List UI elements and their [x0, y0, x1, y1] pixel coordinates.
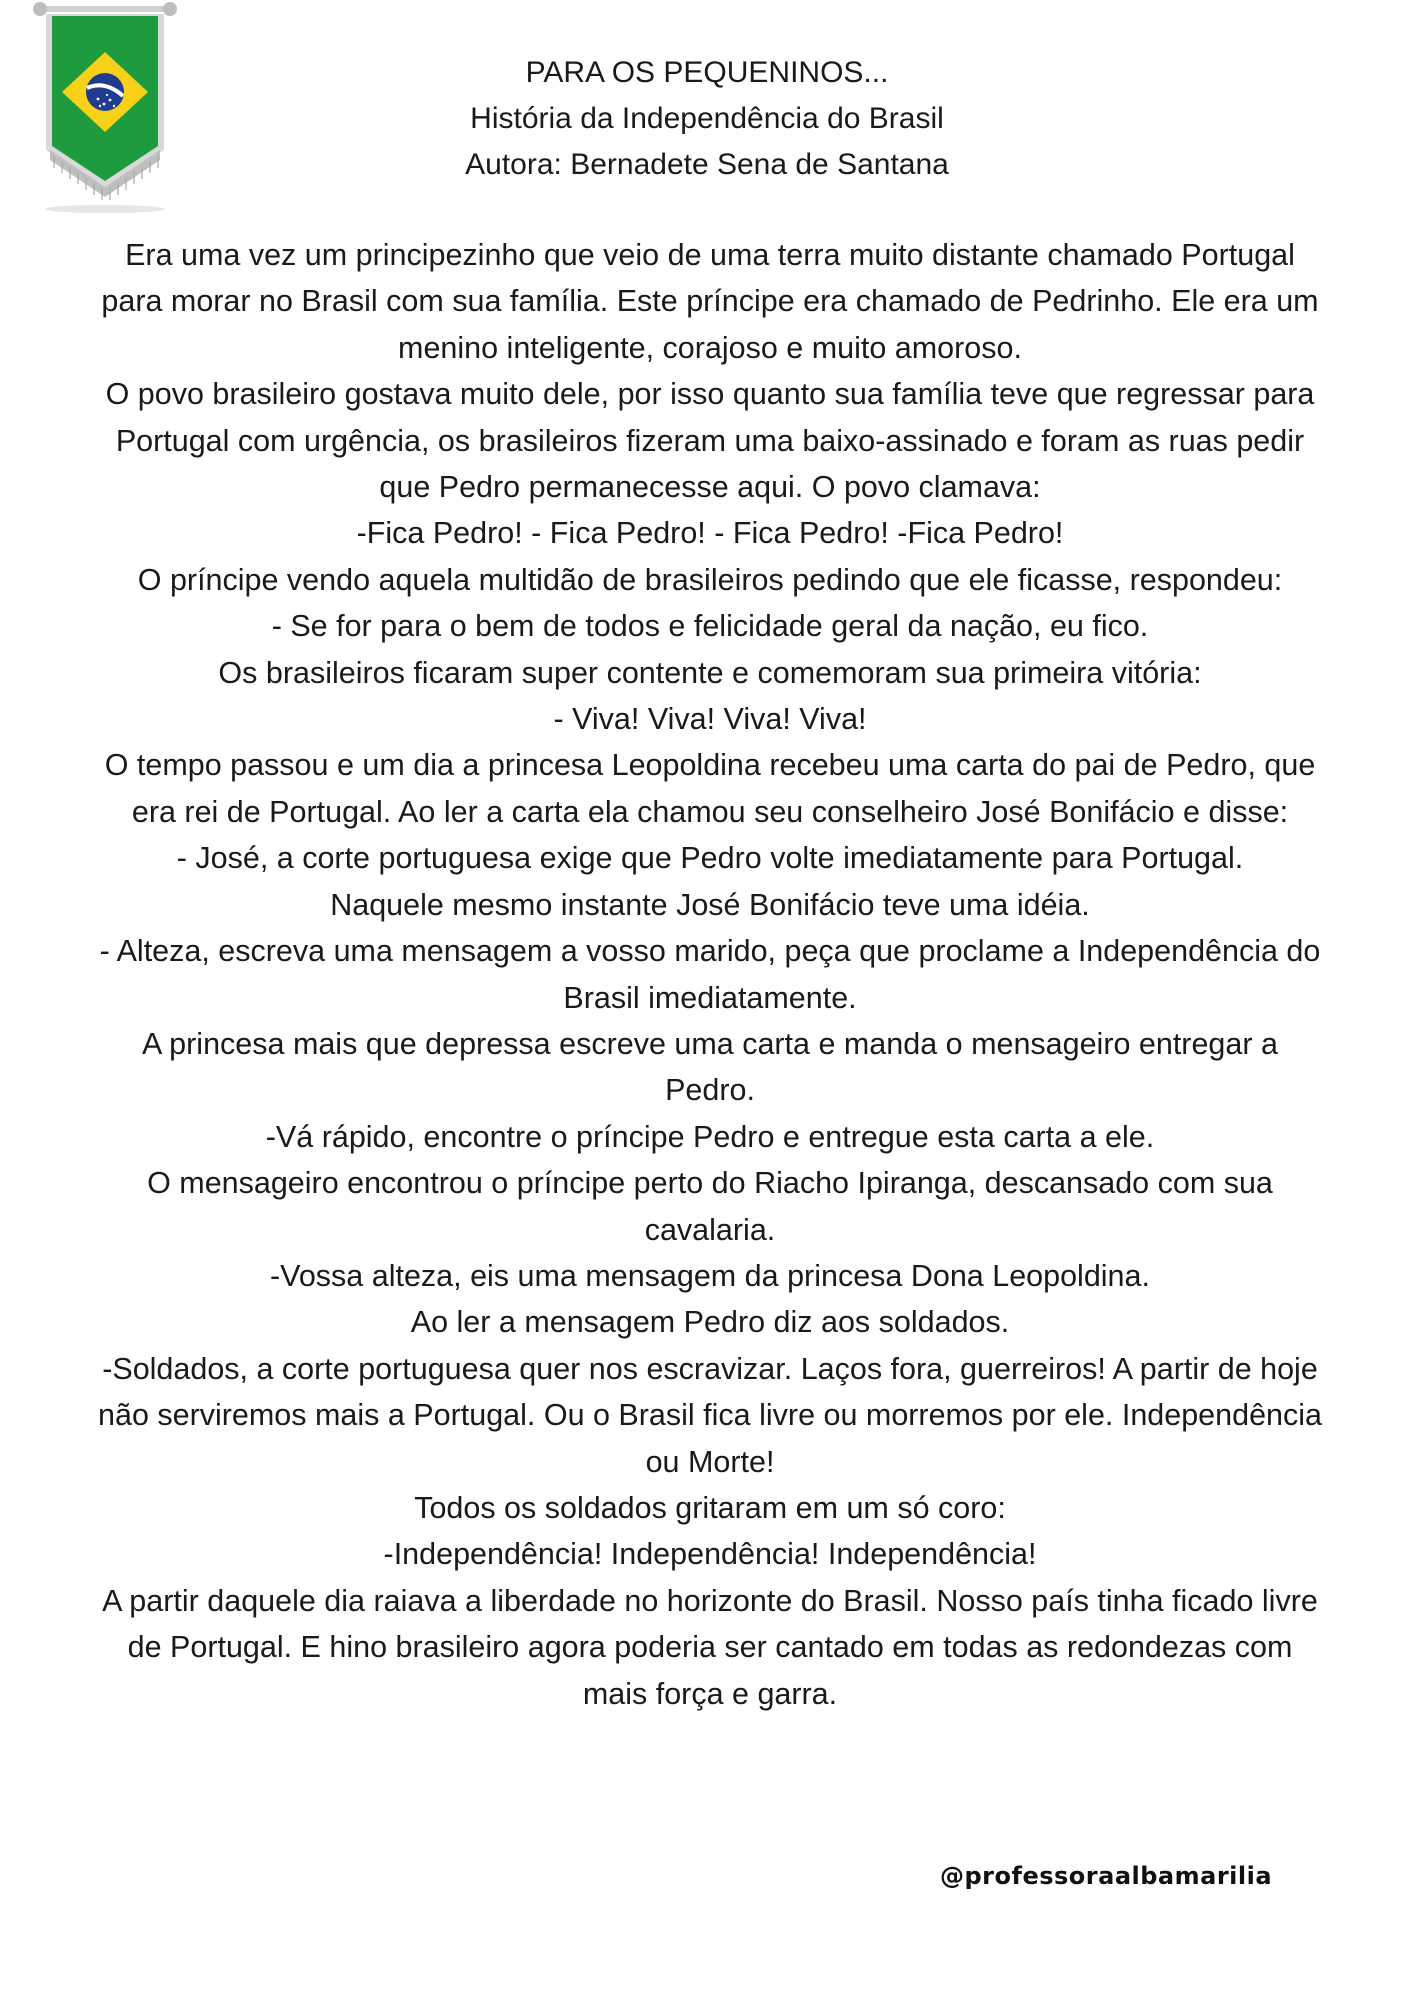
story-paragraph: -Independência! Independência! Independência!	[383, 1537, 1037, 1572]
story-paragraph: Todos os soldados gritaram em um só coro:	[414, 1490, 1006, 1525]
story-paragraph: A princesa mais que depressa escreve uma carta e manda o mensageiro entregar a Pedro.	[142, 1026, 1278, 1108]
story-paragraph: Ao ler a mensagem Pedro diz aos soldados.	[410, 1305, 1010, 1340]
header-subtitle: PARA OS PEQUENINOS...	[525, 56, 889, 89]
story-paragraph: - José, a corte portuguesa exige que Pedro volte imediatamente para Portugal.	[176, 841, 1244, 876]
story-paragraph: - Viva! Viva! Viva! Viva!	[553, 702, 867, 737]
story-paragraph: O príncipe vendo aquela multidão de brasileiros pedindo que ele ficasse, respondeu:	[137, 562, 1283, 597]
story-paragraph: Era uma vez um principezinho que veio de uma terra muito distante chamado Portugal para morar no Brasil com sua família. Este príncipe era chamado de Pedrinho. Ele era um menino inteligente, corajoso e muito amoroso.	[101, 238, 1319, 365]
story-paragraph: O povo brasileiro gostava muito dele, por isso quanto sua família teve que regressar para Portugal com urgência, os brasileiros fizeram uma baixo-assinado e foram as ruas pedir que Pedro permanecesse aqui. O povo clamava:	[105, 377, 1315, 505]
story-title: História da Independência do Brasil	[470, 102, 944, 135]
story-paragraph: Os brasileiros ficaram super contente e comemoram sua primeira vitória:	[218, 655, 1202, 690]
story-paragraph: Naquele mesmo instante José Bonifácio teve uma idéia.	[330, 887, 1090, 922]
story-paragraph: - Se for para o bem de todos e felicidade geral da nação, eu fico.	[271, 609, 1149, 644]
story-paragraph: -Soldados, a corte portuguesa quer nos escravizar. Laços fora, guerreiros! A partir de hoje não serviremos mais a Portugal. Ou o Brasil fica livre ou morremos por ele. Independência ou Morte!	[98, 1351, 1322, 1479]
author-social-handle: @professoraalbamarilia	[940, 1862, 1273, 1890]
story-paragraph: A partir daquele dia raiava a liberdade no horizonte do Brasil. Nosso país tinha ficado livre de Portugal. E hino brasileiro agora poderia ser cantado em todas as redondezas com mais força e garra.	[102, 1583, 1318, 1711]
story-paragraph: - Alteza, escreva uma mensagem a vosso marido, peça que proclame a Independência do Brasil imediatamente.	[99, 934, 1321, 1015]
story-body	[95, 232, 1325, 1717]
story-paragraph: O tempo passou e um dia a princesa Leopoldina recebeu uma carta do pai de Pedro, que era rei de Portugal. Ao ler a carta ela chamou seu conselheiro José Bonifácio e disse:	[104, 748, 1316, 829]
story-paragraph: -Fica Pedro! - Fica Pedro! - Fica Pedro! -Fica Pedro!	[356, 516, 1064, 551]
document-header	[0, 50, 1414, 188]
author-line: Autora: Bernadete Sena de Santana	[465, 148, 949, 181]
story-paragraph: O mensageiro encontrou o príncipe perto do Riacho Ipiranga, descansado com sua cavalaria.	[147, 1166, 1273, 1247]
story-paragraph: -Vá rápido, encontre o príncipe Pedro e entregue esta carta a ele.	[265, 1119, 1155, 1154]
story-paragraph: -Vossa alteza, eis uma mensagem da princesa Dona Leopoldina.	[270, 1258, 1150, 1293]
